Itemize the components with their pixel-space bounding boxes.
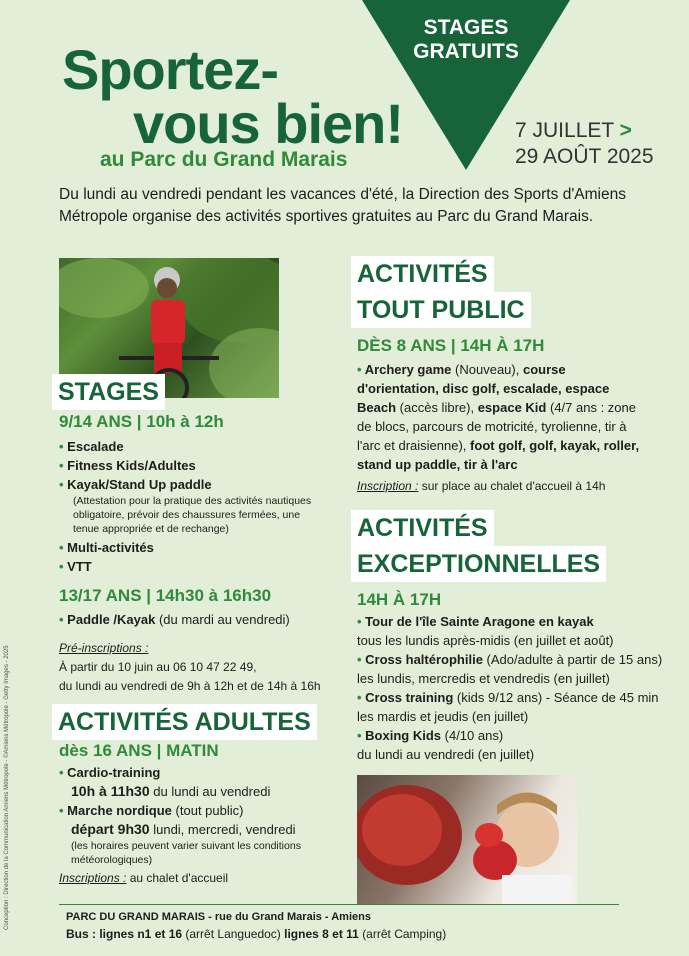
list-item: • Cross training (kids 9/12 ans) - Séance de 45 min <box>357 688 677 707</box>
tout-public-heading1: ACTIVITÉS <box>351 256 494 292</box>
exceptionnelles-section <box>351 510 606 582</box>
list-item: • Kayak/Stand Up paddle <box>59 475 329 494</box>
list-item: • Paddle /Kayak (du mardi au vendredi) <box>59 610 329 629</box>
list-item: • Escalade <box>59 437 329 456</box>
photo-boxing-kid <box>357 775 577 905</box>
adultes-heading: ACTIVITÉS ADULTES <box>52 704 317 740</box>
list-item: • Fitness Kids/Adultes <box>59 456 329 475</box>
list-item: • Cardio-training <box>59 763 349 782</box>
footer <box>66 909 626 944</box>
list-item: • Multi-activités <box>59 538 329 557</box>
title-line2: vous bien! <box>133 92 404 155</box>
badge-line2: GRATUITS <box>413 40 519 63</box>
date-start: 7 JUILLET <box>515 119 614 142</box>
credit-vertical: Conception : Direction de la Communication Amiens Métropole - ©Amiens Métropole - Getty Images - 2025 <box>4 645 10 930</box>
tout-public-section <box>351 256 531 328</box>
tout-public-heading2: TOUT PUBLIC <box>351 292 531 328</box>
adultes-list <box>59 763 349 782</box>
tout-public-inscription: Inscription : sur place au chalet d'accueil à 14h <box>357 479 606 493</box>
exceptionnelles-list: • Tour de l'île Sainte Aragone en kayak tous les lundis après-midis (en juillet et août) • Cross haltérophilie (Ado/adulte à partir de 15 ans) les lundis, mercredis et vendredis (en juillet) • Cross training (kids 9/12 ans) - Séance de 45 min les mardis et jeudis (en juillet) • Boxing Kids (4/10 ans) du lundi au vendredi (en juillet) <box>357 612 677 764</box>
stages-gratuits-badge <box>388 16 544 64</box>
badge-line1: STAGES <box>423 16 509 39</box>
footer-divider <box>59 904 619 905</box>
date-arrow: > <box>619 119 632 142</box>
stages-group1-list <box>59 437 329 494</box>
exceptionnelles-label: 14H À 17H <box>357 590 442 609</box>
dates <box>515 118 654 170</box>
stages-heading: STAGES <box>52 374 165 410</box>
adultes-list2 <box>59 801 349 820</box>
list-item: • Tour de l'île Sainte Aragone en kayak <box>357 612 677 631</box>
tout-public-label: DÈS 8 ANS | 14H À 17H <box>357 336 545 355</box>
exceptionnelles-heading1: ACTIVITÉS <box>351 510 494 546</box>
title-line1: Sportez- <box>62 38 278 101</box>
adultes-label: dès 16 ANS | MATIN <box>59 741 219 760</box>
tout-public-content <box>357 336 647 496</box>
adultes-content <box>59 741 349 888</box>
preinscriptions <box>59 639 329 696</box>
stages-group1-list2 <box>59 538 329 576</box>
preinscriptions-label: Pré-inscriptions : <box>59 641 149 655</box>
exceptionnelles-heading2: EXCEPTIONNELLES <box>351 546 606 582</box>
adultes-inscription: Inscriptions : au chalet d'accueil <box>59 871 229 885</box>
marche-note: (les horaires peuvent varier suivant les conditions météorologiques) <box>71 840 301 866</box>
list-item: • Marche nordique (tout public) <box>59 801 349 820</box>
intro-paragraph: Du lundi au vendredi pendant les vacances d'été, la Direction des Sports d'Amiens Métropole organise des activités sportives gratuites au Parc du Grand Marais. <box>59 186 626 225</box>
footer-address: PARC DU GRAND MARAIS - rue du Grand Marais - Amiens <box>66 911 371 923</box>
date-end: 29 AOÛT 2025 <box>515 145 654 168</box>
footer-bus: Bus : lignes n1 et 16 (arrêt Languedoc) lignes 8 et 11 (arrêt Camping) <box>66 927 447 941</box>
adultes-section <box>52 704 317 740</box>
title-subtitle: au Parc du Grand Marais <box>100 148 348 171</box>
stages-content <box>59 412 329 696</box>
list-item: • Cross haltérophilie (Ado/adulte à partir de 15 ans) <box>357 650 677 669</box>
stages-group1-label: 9/14 ANS | 10h à 12h <box>59 412 224 431</box>
cardio-schedule: 10h à 11h30 du lundi au vendredi <box>71 783 271 799</box>
preinscriptions-line2: du lundi au vendredi de 9h à 12h et de 14h à 16h <box>59 679 321 693</box>
list-item: • Boxing Kids (4/10 ans) <box>357 726 677 745</box>
stages-section <box>52 374 165 410</box>
marche-schedule: départ 9h30 lundi, mercredi, vendredi <box>71 821 296 837</box>
preinscriptions-line1: À partir du 10 juin au 06 10 47 22 49, <box>59 660 257 674</box>
tout-public-activities: • Archery game (Nouveau), course d'orientation, disc golf, escalade, espace Beach (accès libre), espace Kid (4/7 ans : zone de blocs, parcours de motricité, tyrolienne, tir à l'arc et draisienne), foot golf, golf, kayak, roller, stand up paddle, tir à l'arc <box>357 360 647 474</box>
stages-group2-label: 13/17 ANS | 14h30 à 16h30 <box>59 586 272 605</box>
kayak-note: (Attestation pour la pratique des activités nautiques obligatoire, prévoir des chaussures fermées, une tenue appropriée et de rechange) <box>73 495 312 535</box>
stages-group2-list <box>59 610 329 629</box>
list-item: • VTT <box>59 557 329 576</box>
exceptionnelles-content <box>357 590 677 764</box>
